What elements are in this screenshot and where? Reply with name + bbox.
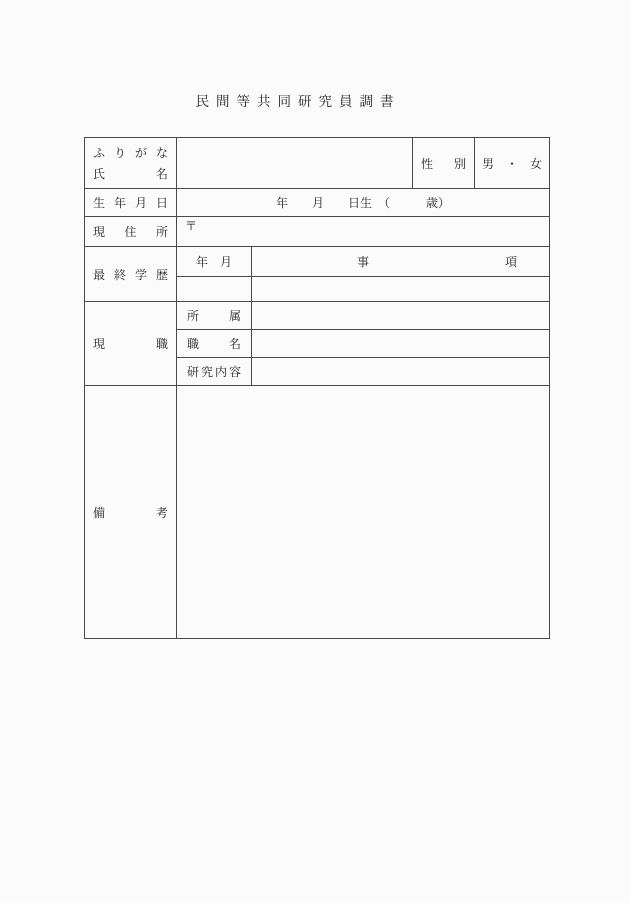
education-item-header bbox=[252, 247, 549, 277]
education-date-field bbox=[177, 277, 252, 302]
occupation-label: 現 職 bbox=[93, 337, 168, 351]
form-table bbox=[84, 137, 550, 639]
research-content-field bbox=[252, 358, 549, 386]
remarks-field bbox=[177, 386, 549, 638]
job-title-field bbox=[252, 330, 549, 358]
furigana-label: ふ り が な bbox=[93, 146, 168, 160]
education-item-field bbox=[252, 277, 549, 302]
item-header-right: 項 bbox=[504, 255, 517, 269]
research-content-label-cell bbox=[177, 358, 252, 386]
birth-label-cell bbox=[85, 189, 177, 217]
education-label: 最 終 学 歴 bbox=[93, 267, 168, 282]
gender-options: 男 ・ 女 bbox=[475, 138, 549, 189]
address-label-cell bbox=[85, 217, 177, 247]
education-item-header-text bbox=[357, 253, 517, 270]
gender-label: 性 別 bbox=[421, 156, 466, 171]
name-label-cell bbox=[85, 138, 177, 189]
birth-field: 年 月 日生 （ 歳） bbox=[177, 189, 549, 217]
page-title: 民間等共同研究員調書 bbox=[195, 94, 401, 109]
job-title-label: 職 名 bbox=[187, 337, 241, 351]
job-title-label-cell bbox=[177, 330, 252, 358]
remarks-label: 備 考 bbox=[93, 505, 168, 520]
education-label-cell bbox=[85, 247, 177, 302]
birth-label: 生 年 月 日 bbox=[93, 196, 168, 210]
item-header-left: 事 bbox=[357, 255, 370, 269]
address-label: 現 住 所 bbox=[93, 225, 168, 239]
affiliation-field bbox=[252, 302, 549, 330]
occupation-label-cell bbox=[85, 302, 177, 386]
address-field bbox=[177, 217, 549, 247]
research-content-label: 研 究 内 容 bbox=[187, 365, 241, 379]
name-label: 氏 名 bbox=[93, 167, 168, 181]
affiliation-label-cell bbox=[177, 302, 252, 330]
name-field bbox=[177, 138, 413, 189]
postal-mark: 〒 bbox=[185, 219, 198, 233]
education-date-header: 年 月 bbox=[177, 247, 252, 277]
remarks-label-cell bbox=[85, 386, 177, 638]
affiliation-label: 所 属 bbox=[187, 309, 241, 323]
gender-label-cell bbox=[413, 138, 475, 189]
